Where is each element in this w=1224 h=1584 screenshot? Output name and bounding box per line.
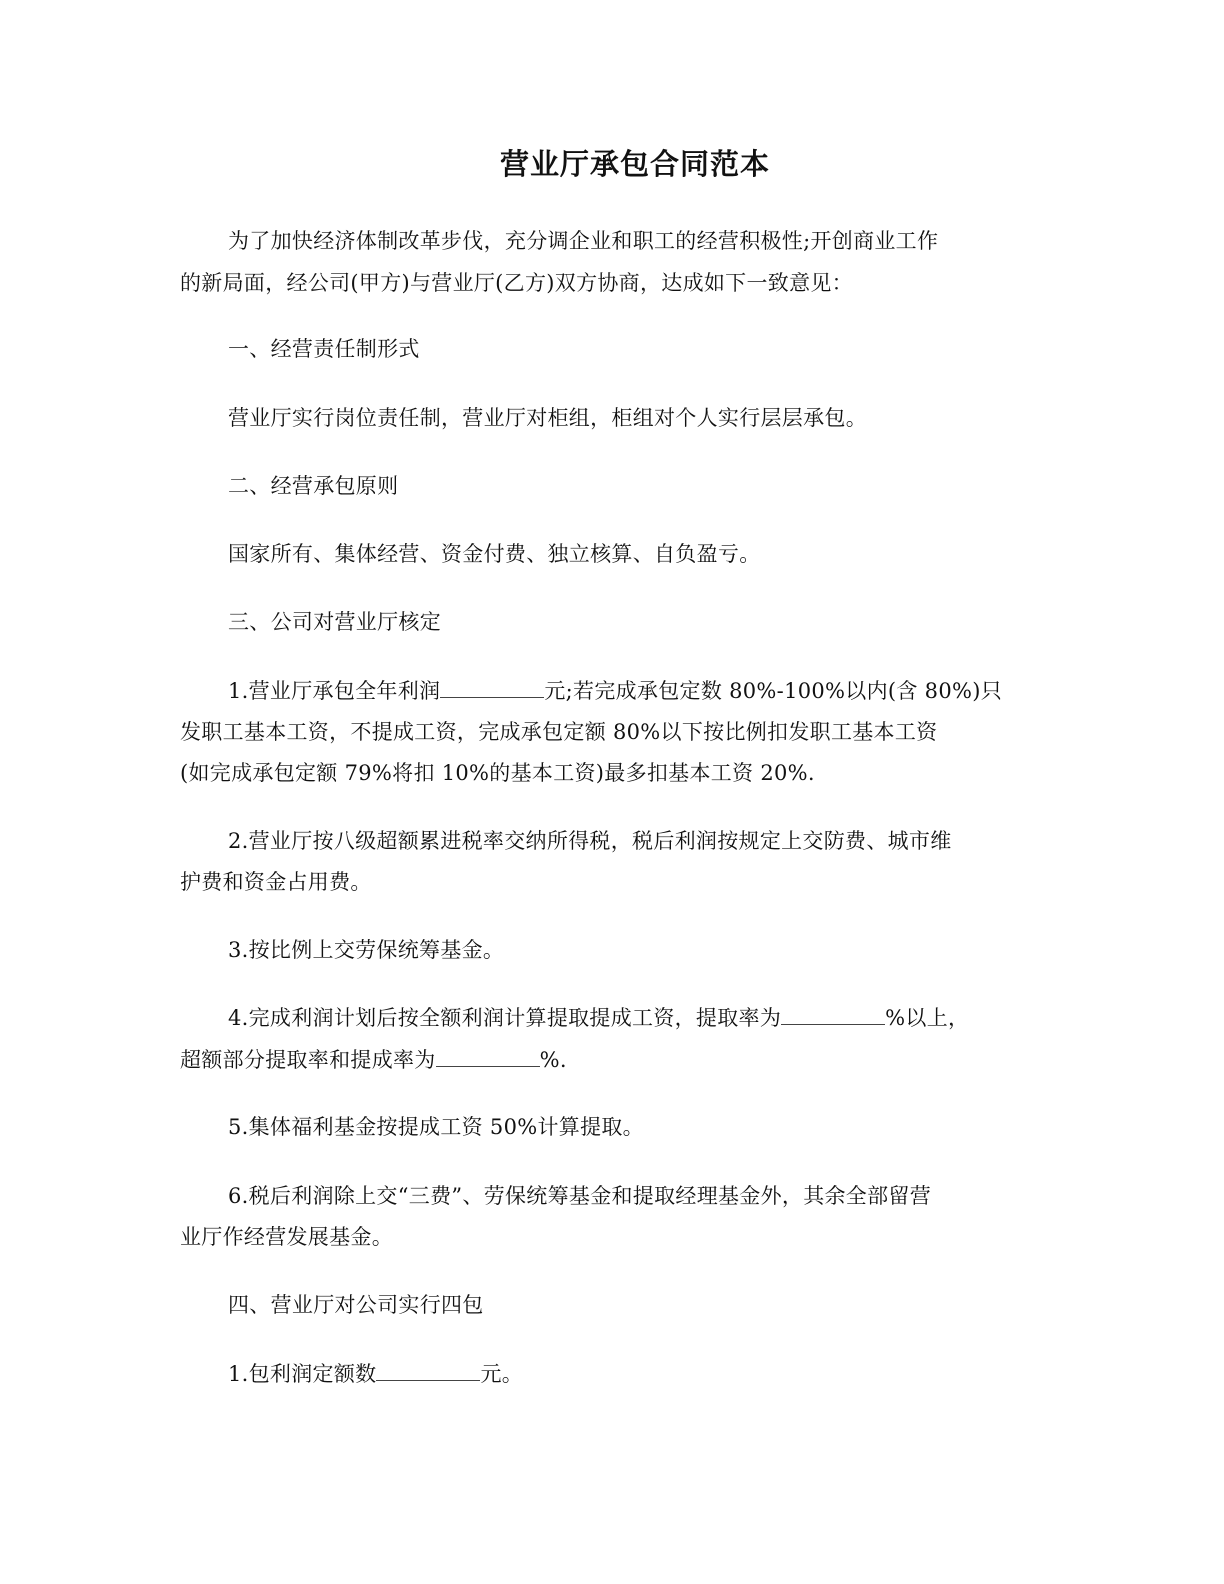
item-text: %. <box>539 1048 567 1072</box>
section-3-item-4-line-1 <box>228 1003 969 1033</box>
section-2-heading: 二、经营承包原则 <box>228 474 399 498</box>
section-3-item-2-line-1: 2.营业厅按八级超额累进税率交纳所得税，税后利润按规定上交防费、城市维 <box>228 829 952 853</box>
item-text: 元;若完成承包定数 80%-100%以内(含 80%)只 <box>544 679 1003 703</box>
section-3-heading: 三、公司对营业厅核定 <box>228 610 441 634</box>
section-1-heading: 一、经营责任制形式 <box>228 337 420 361</box>
section-1-body: 营业厅实行岗位责任制，营业厅对柜组，柜组对个人实行层层承包。 <box>228 406 867 430</box>
section-3-item-1-line-1 <box>228 676 1002 706</box>
fill-in-blank[interactable] <box>376 1360 480 1381</box>
section-2-body: 国家所有、集体经营、资金付费、独立核算、自负盈亏。 <box>228 542 761 566</box>
document-title: 营业厅承包合同范本 <box>499 147 770 181</box>
section-4-item-1 <box>228 1359 523 1389</box>
section-3-item-4-line-2 <box>180 1045 567 1075</box>
fill-in-blank[interactable] <box>440 677 544 698</box>
item-text: 1.包利润定额数 <box>228 1362 377 1386</box>
item-text: 4.完成利润计划后按全额利润计算提取提成工资，提取率为 <box>228 1006 782 1030</box>
section-3-item-6-line-1: 6.税后利润除上交“三费”、劳保统筹基金和提取经理基金外，其余全部留营 <box>228 1184 932 1208</box>
section-3-item-3: 3.按比例上交劳保统筹基金。 <box>228 938 505 962</box>
item-text: 元。 <box>480 1362 524 1386</box>
section-4-heading: 四、营业厅对公司实行四包 <box>228 1293 484 1317</box>
fill-in-blank[interactable] <box>436 1046 540 1067</box>
section-3-item-5: 5.集体福利基金按提成工资 50%计算提取。 <box>228 1115 644 1139</box>
section-3-item-1-line-2: 发职工基本工资，不提成工资，完成承包定额 80%以下按比例扣发职工基本工资 <box>180 720 938 744</box>
section-3-item-2-line-2: 护费和资金占用费。 <box>180 870 372 894</box>
item-text: %以上， <box>885 1006 970 1030</box>
section-3-item-1-line-3: (如完成承包定额 79%将扣 10%的基本工资)最多扣基本工资 20%. <box>180 761 815 785</box>
intro-line-1: 为了加快经济体制改革步伐，充分调企业和职工的经营积极性;开创商业工作 <box>228 229 939 253</box>
item-text: 超额部分提取率和提成率为 <box>180 1048 436 1072</box>
fill-in-blank[interactable] <box>781 1004 885 1025</box>
section-3-item-6-line-2: 业厅作经营发展基金。 <box>180 1225 393 1249</box>
intro-line-2: 的新局面，经公司(甲方)与营业厅(乙方)双方协商，达成如下一致意见： <box>180 271 853 295</box>
item-text: 1.营业厅承包全年利润 <box>228 679 441 703</box>
